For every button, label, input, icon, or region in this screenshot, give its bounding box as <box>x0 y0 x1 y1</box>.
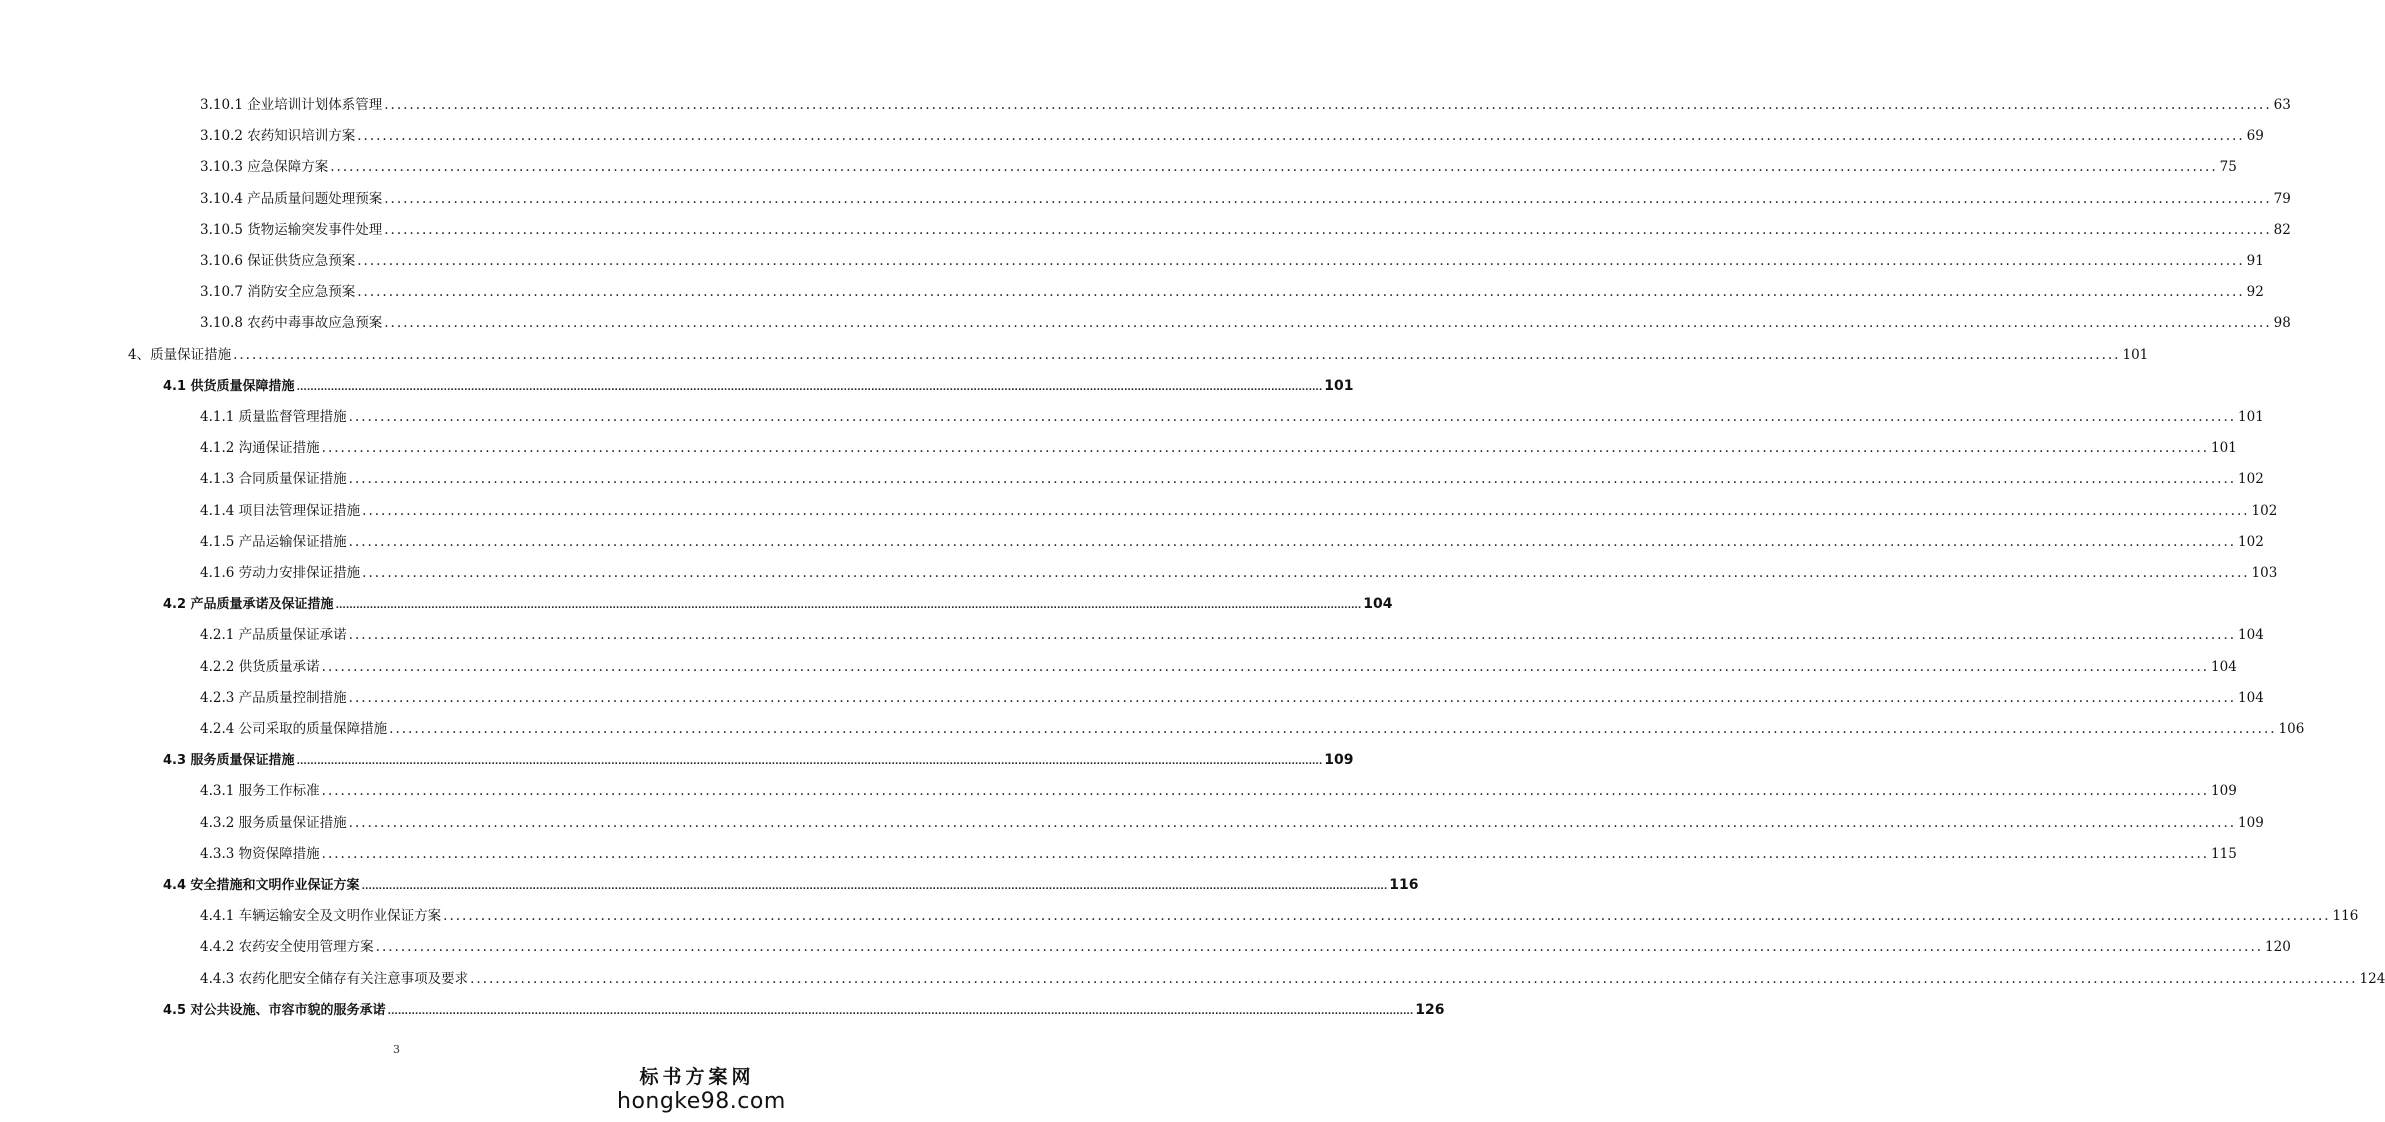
toc-entry[interactable] <box>200 312 2291 334</box>
toc-entry-page: 69 <box>2246 128 2264 144</box>
toc-entry-title: 3.10.8 农药中毒事故应急预案 <box>200 315 383 331</box>
toc-entry[interactable] <box>200 94 2291 116</box>
toc-entry-title: 4.1.3 合同质量保证措施 <box>200 471 347 487</box>
toc-entry[interactable] <box>200 531 2264 553</box>
toc-entry-title: 4.2.1 产品质量保证承诺 <box>200 627 347 643</box>
toc-entry[interactable] <box>163 593 1393 615</box>
toc-leader-dots: ............................................................................................................................................................................................................................................................................................................ <box>470 971 2358 987</box>
toc-entry-page: 109 <box>1324 752 1354 768</box>
toc-entry-title: 4.4 安全措施和文明作业保证方案 <box>163 878 360 893</box>
toc-entry-title: 3.10.2 农药知识培训方案 <box>200 128 356 144</box>
toc-entry-page: 101 <box>2122 347 2149 363</box>
toc-entry-title: 4.3 服务质量保证措施 <box>163 753 295 768</box>
toc-entry-title: 3.10.5 货物运输突发事件处理 <box>200 222 383 238</box>
toc-entry[interactable] <box>200 780 2237 802</box>
toc-leader-dots: ............................................................................................................................................................................................................................................................................................................ <box>357 253 2245 269</box>
toc-entry-page: 101 <box>2238 409 2264 425</box>
toc-entry-page: 116 <box>1389 877 1419 893</box>
toc-entry-title: 4.4.1 车辆运输安全及文明作业保证方案 <box>200 908 442 924</box>
toc-entry-page: 102 <box>2238 534 2264 550</box>
toc-entry-page: 102 <box>2238 471 2264 487</box>
toc-entry[interactable] <box>200 812 2264 834</box>
toc-leader-dots: ............................................................................................................................................................................................................................................................................................................ <box>384 315 2272 331</box>
toc-entry-title: 4.2.3 产品质量控制措施 <box>200 690 347 706</box>
toc-leader-dots: ............................................................................................................................................................................................................................................................................................................ <box>321 846 2210 862</box>
toc-entry[interactable] <box>200 562 2278 584</box>
toc-entry[interactable] <box>200 500 2278 522</box>
toc-leader-dots: ............................................................................................................................................................................................................................................................................................................ <box>384 97 2272 113</box>
toc-leader-dots: ............................................................................................................................................................................................................................................................................................................ <box>296 757 1323 767</box>
toc-entry[interactable] <box>200 656 2237 678</box>
toc-entry-page: 79 <box>2273 191 2291 207</box>
page-number: 3 <box>393 1043 400 1056</box>
toc-entry[interactable] <box>200 624 2264 646</box>
toc-leader-dots: ............................................................................................................................................................................................................................................................................................................ <box>362 565 2250 581</box>
toc-entry[interactable] <box>163 999 1445 1021</box>
toc-entry-page: 101 <box>1324 378 1354 394</box>
toc-entry[interactable] <box>200 843 2237 865</box>
toc-entry[interactable] <box>200 687 2264 709</box>
toc-entry-title: 4.4.2 农药安全使用管理方案 <box>200 939 374 955</box>
toc-leader-dots: ............................................................................................................................................................................................................................................................................................................ <box>348 471 2237 487</box>
toc-entry-title: 4.3.2 服务质量保证措施 <box>200 815 347 831</box>
toc-entry[interactable] <box>163 749 1354 771</box>
toc-entry-title: 4.4.3 农药化肥安全储存有关注意事项及要求 <box>200 971 469 987</box>
toc-entry[interactable] <box>200 281 2264 303</box>
toc-leader-dots: ............................................................................................................................................................................................................................................................................................................ <box>348 815 2237 831</box>
toc-entry[interactable] <box>128 344 2149 366</box>
toc-leader-dots: ............................................................................................................................................................................................................................................................................................................ <box>321 440 2210 456</box>
toc-entry-page: 116 <box>2332 908 2359 924</box>
toc-entry[interactable] <box>200 718 2305 740</box>
toc-entry-title: 4、质量保证措施 <box>128 347 232 363</box>
toc-leader-dots: ............................................................................................................................................................................................................................................................................................................ <box>321 783 2210 799</box>
toc-leader-dots: ............................................................................................................................................................................................................................................................................................................ <box>357 284 2245 300</box>
toc-entry-page: 92 <box>2246 284 2264 300</box>
toc-leader-dots: ............................................................................................................................................................................................................................................................................................................ <box>348 409 2237 425</box>
toc-entry[interactable] <box>200 250 2264 272</box>
toc-entry-title: 4.1.5 产品运输保证措施 <box>200 534 347 550</box>
toc-entry[interactable] <box>200 468 2264 490</box>
toc-entry[interactable] <box>200 406 2264 428</box>
toc-entry-page: 106 <box>2278 721 2305 737</box>
toc-leader-dots: ............................................................................................................................................................................................................................................................................................................ <box>361 882 1388 892</box>
toc-leader-dots: ............................................................................................................................................................................................................................................................................................................ <box>348 534 2237 550</box>
toc-entry-title: 3.10.3 应急保障方案 <box>200 159 329 175</box>
toc-entry[interactable] <box>200 219 2291 241</box>
toc-entry[interactable] <box>200 968 2385 990</box>
toc-entry-title: 3.10.4 产品质量问题处理预案 <box>200 191 383 207</box>
toc-leader-dots: ............................................................................................................................................................................................................................................................................................................ <box>389 721 2277 737</box>
toc-entry-title: 4.3.1 服务工作标准 <box>200 783 320 799</box>
toc-leader-dots: ............................................................................................................................................................................................................................................................................................................ <box>357 128 2245 144</box>
toc-entry-title: 4.2.4 公司采取的质量保障措施 <box>200 721 388 737</box>
toc-entry[interactable] <box>200 437 2237 459</box>
toc-leader-dots: ............................................................................................................................................................................................................................................................................................................ <box>384 191 2272 207</box>
watermark <box>617 1065 786 1115</box>
toc-entry-page: 104 <box>1363 596 1393 612</box>
watermark-url: hongke98.com <box>617 1089 786 1114</box>
toc-leader-dots: ............................................................................................................................................................................................................................................................................................................ <box>387 1007 1414 1017</box>
toc-leader-dots: ............................................................................................................................................................................................................................................................................................................ <box>384 222 2272 238</box>
toc-entry-page: 115 <box>2211 846 2237 862</box>
toc-entry[interactable] <box>200 936 2291 958</box>
toc-leader-dots: ............................................................................................................................................................................................................................................................................................................ <box>335 601 1362 611</box>
toc-entry-title: 4.1.6 劳动力安排保证措施 <box>200 565 361 581</box>
toc-entry-page: 75 <box>2219 159 2237 175</box>
toc-entry-page: 124 <box>2359 971 2385 987</box>
toc-leader-dots: ............................................................................................................................................................................................................................................................................................................ <box>443 908 2331 924</box>
toc-entry-title: 4.1.4 项目法管理保证措施 <box>200 503 361 519</box>
toc-leader-dots: ............................................................................................................................................................................................................................................................................................................ <box>296 383 1323 393</box>
toc-entry-title: 4.5 对公共设施、市容市貌的服务承诺 <box>163 1003 386 1018</box>
toc-entry-title: 3.10.6 保证供货应急预案 <box>200 253 356 269</box>
toc-leader-dots: ............................................................................................................................................................................................................................................................................................................ <box>233 347 2121 363</box>
toc-entry[interactable] <box>163 375 1354 397</box>
toc-leader-dots: ............................................................................................................................................................................................................................................................................................................ <box>330 159 2218 175</box>
toc-entry-page: 63 <box>2273 97 2291 113</box>
toc-entry-page: 126 <box>1415 1002 1445 1018</box>
toc-entry-title: 3.10.7 消防安全应急预案 <box>200 284 356 300</box>
toc-entry-title: 4.1 供货质量保障措施 <box>163 379 295 394</box>
toc-entry-page: 103 <box>2251 565 2278 581</box>
toc-entry-page: 91 <box>2246 253 2264 269</box>
toc-entry-page: 102 <box>2251 503 2278 519</box>
toc-entry-page: 101 <box>2211 440 2237 456</box>
toc-entry[interactable] <box>200 188 2291 210</box>
toc-entry-title: 4.3.3 物资保障措施 <box>200 846 320 862</box>
toc-entry-title: 4.2.2 供货质量承诺 <box>200 659 320 675</box>
toc-entry-page: 109 <box>2211 783 2237 799</box>
toc-entry-page: 109 <box>2238 815 2264 831</box>
toc-entry-title: 4.1.2 沟通保证措施 <box>200 440 320 456</box>
toc-entry-title: 4.2 产品质量承诺及保证措施 <box>163 597 334 612</box>
toc-entry-title: 4.1.1 质量监督管理措施 <box>200 409 347 425</box>
toc-leader-dots: ............................................................................................................................................................................................................................................................................................................ <box>348 627 2237 643</box>
toc-leader-dots: ............................................................................................................................................................................................................................................................................................................ <box>362 503 2250 519</box>
toc-entry-page: 104 <box>2211 659 2237 675</box>
toc-entry-page: 104 <box>2238 690 2264 706</box>
toc-entry-page: 120 <box>2265 939 2291 955</box>
toc-entry[interactable] <box>200 905 2359 927</box>
toc-entry-page: 98 <box>2273 315 2291 331</box>
toc-leader-dots: ............................................................................................................................................................................................................................................................................................................ <box>375 939 2264 955</box>
toc-entry[interactable] <box>200 125 2264 147</box>
toc-leader-dots: ............................................................................................................................................................................................................................................................................................................ <box>348 690 2237 706</box>
watermark-name: 标书方案网 <box>639 1066 755 1088</box>
toc-entry-page: 82 <box>2273 222 2291 238</box>
toc-leader-dots: ............................................................................................................................................................................................................................................................................................................ <box>321 659 2210 675</box>
toc-entry[interactable] <box>163 874 1419 896</box>
toc-entry-page: 104 <box>2238 627 2264 643</box>
toc-entry[interactable] <box>200 156 2237 178</box>
toc-entry-title: 3.10.1 企业培训计划体系管理 <box>200 97 383 113</box>
